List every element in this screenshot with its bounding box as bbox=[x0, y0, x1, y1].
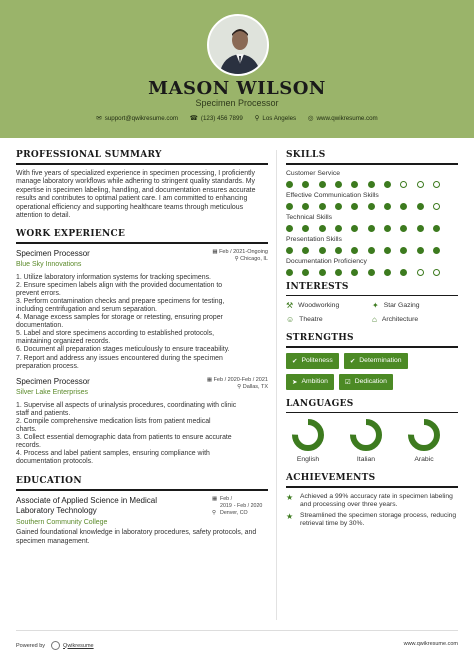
skill-item bbox=[286, 258, 458, 276]
footer-rule bbox=[16, 630, 458, 631]
list-item bbox=[286, 315, 372, 324]
rating-dot-filled bbox=[433, 247, 440, 254]
list-item: including centrifugation and serum separation. bbox=[16, 305, 157, 313]
interests-heading: INTERESTS bbox=[286, 281, 349, 292]
contact-email[interactable]: support@qwikresume.com bbox=[104, 115, 179, 122]
rating-dot-filled bbox=[335, 203, 342, 210]
rating-dot-filled bbox=[368, 203, 375, 210]
language-proficiency-ring bbox=[291, 418, 325, 452]
list-item bbox=[372, 315, 458, 324]
rating-dot-filled bbox=[368, 225, 375, 232]
rating-dot-filled bbox=[335, 181, 342, 188]
qwikresume-logo-icon bbox=[51, 641, 60, 650]
list-item bbox=[286, 301, 372, 310]
degree-title: Associate of Applied Science in Medical Laboratory Technology bbox=[16, 495, 157, 515]
contact-website[interactable]: www.qwikresume.com bbox=[316, 115, 378, 122]
skill-item bbox=[286, 214, 458, 232]
trophy-icon: ★ bbox=[286, 511, 294, 521]
list-item: 3. Perform contamination checks and prepare specimens for testing, bbox=[16, 297, 225, 305]
rating-dot-filled bbox=[286, 269, 293, 276]
rating-dot-filled bbox=[433, 225, 440, 232]
list-item: 7. Report and address any issues encountered during the specimen bbox=[16, 354, 223, 362]
column-divider bbox=[276, 150, 277, 620]
candidate-title: Specimen Processor bbox=[195, 98, 279, 108]
person-photo-icon bbox=[209, 16, 269, 76]
rating-dot-filled bbox=[351, 269, 358, 276]
list-item: preparation process. bbox=[16, 362, 79, 370]
skill-item bbox=[286, 236, 458, 254]
rating-dot-filled bbox=[319, 225, 326, 232]
list-item: staff and patients. bbox=[16, 409, 71, 417]
skill-item bbox=[286, 192, 458, 210]
check-icon: ✔ bbox=[349, 357, 356, 365]
list-item bbox=[372, 301, 458, 310]
rating-dot-filled bbox=[335, 247, 342, 254]
telescope-icon: ✦ bbox=[372, 301, 379, 310]
rating-dot-filled bbox=[400, 203, 407, 210]
rocket-icon: ➤ bbox=[292, 378, 298, 386]
rating-dot-filled bbox=[286, 225, 293, 232]
list-item: 6. Document all preparation stages meticulously to ensure traceability. bbox=[16, 346, 230, 354]
list-item: documentation protocols. bbox=[16, 458, 93, 466]
job-location: Dallas, TX bbox=[242, 383, 268, 390]
education-start-year: 2019 bbox=[220, 502, 232, 509]
job-title: Specimen Processor bbox=[16, 248, 90, 258]
strengths-list bbox=[286, 353, 458, 390]
list-item: 1. Supervise all aspects of urinalysis procedures, coordinating with clinic bbox=[16, 401, 237, 409]
job-location: Chicago, IL bbox=[240, 255, 268, 262]
rating-dot-empty bbox=[400, 181, 407, 188]
skill-name: Technical Skills bbox=[286, 213, 333, 221]
language-name: English bbox=[296, 456, 320, 463]
section-rule bbox=[16, 489, 268, 491]
company-name: Silver Lake Enterprises bbox=[16, 388, 88, 396]
left-column bbox=[16, 150, 268, 546]
rating-dot-filled bbox=[319, 247, 326, 254]
list-item: 5. Label and store specimens according to established protocols, bbox=[16, 330, 215, 338]
rating-dot-filled bbox=[368, 269, 375, 276]
school-name: Southern Community College bbox=[16, 518, 108, 526]
interest-label: Woodworking bbox=[298, 302, 340, 309]
list-item: 2. Ensure specimen labels align with the provided documentation to bbox=[16, 281, 223, 289]
rating-dot-filled bbox=[319, 181, 326, 188]
strength-tag bbox=[344, 353, 408, 369]
location-pin-icon: ⚲ bbox=[212, 509, 216, 516]
email-icon: ✉ bbox=[96, 115, 102, 122]
language-proficiency-ring bbox=[407, 418, 441, 452]
phone-icon: ☎ bbox=[189, 115, 198, 122]
job-entry bbox=[16, 249, 268, 371]
skills-list bbox=[286, 170, 458, 276]
rating-dot-filled bbox=[335, 269, 342, 276]
powered-label: Powered by bbox=[16, 642, 46, 649]
rating-dot-filled bbox=[286, 247, 293, 254]
section-rule bbox=[286, 295, 458, 297]
rating-dot-filled bbox=[351, 181, 358, 188]
achievements-heading: ACHIEVEMENTS bbox=[286, 473, 376, 483]
language-proficiency-ring bbox=[349, 418, 383, 452]
rating-dot-filled bbox=[286, 203, 293, 210]
job-entry bbox=[16, 377, 268, 467]
location-pin-icon: ⚲ bbox=[254, 115, 260, 122]
rating-dot-filled bbox=[417, 247, 424, 254]
strength-label: Determination bbox=[359, 357, 402, 364]
skill-rating bbox=[286, 203, 440, 210]
strength-label: Politeness bbox=[301, 357, 333, 364]
rating-dot-filled bbox=[302, 225, 309, 232]
location-pin-icon: ⚲ bbox=[237, 383, 243, 390]
rating-dot-filled bbox=[302, 247, 309, 254]
section-rule bbox=[16, 163, 268, 165]
skill-name: Effective Communication Skills bbox=[286, 191, 379, 199]
right-column bbox=[286, 150, 458, 528]
list-item: charts. bbox=[16, 425, 37, 433]
skill-rating bbox=[286, 269, 440, 276]
job-dates: Feb / 2021-Ongoing bbox=[219, 248, 268, 255]
check-square-icon: ☑ bbox=[344, 378, 351, 386]
interest-label: Theatre bbox=[299, 316, 323, 323]
education-end: - Feb / 2020 bbox=[233, 502, 263, 509]
thumbs-up-icon: ✔ bbox=[292, 357, 298, 365]
education-location: Denver, CO bbox=[220, 509, 248, 516]
skill-item bbox=[286, 170, 458, 188]
section-rule bbox=[16, 242, 268, 244]
language-name: Arabic bbox=[414, 456, 434, 463]
rating-dot-filled bbox=[319, 269, 326, 276]
rating-dot-filled bbox=[286, 181, 293, 188]
job-dates: Feb / 2020-Feb / 2021 bbox=[213, 376, 268, 383]
rating-dot-filled bbox=[384, 247, 391, 254]
education-heading: EDUCATION bbox=[16, 476, 82, 487]
achievement-text: Achieved a 99% accuracy rate in specimen labeling and processing over three years. bbox=[300, 492, 453, 508]
rating-dot-filled bbox=[368, 247, 375, 254]
job-duties bbox=[16, 274, 268, 371]
summary-text: With five years of specialized experience in specimen processing, I proficiently manage laboratory workflows while adhering to stringent quality standards. My expertise in specimen labeling, handling, and documentation ensures accurate results and contributes to optimal patient care. I am committed to enhancing operational efficiency and supporting healthcare teams through meticulous attention to detail. bbox=[16, 169, 256, 220]
location-pin-icon: ⚲ bbox=[234, 255, 241, 262]
rating-dot-filled bbox=[302, 269, 309, 276]
section-rule bbox=[286, 163, 458, 165]
rating-dot-filled bbox=[368, 181, 375, 188]
rating-dot-filled bbox=[335, 225, 342, 232]
contact-location: Los Angeles bbox=[262, 115, 297, 122]
skill-rating bbox=[286, 225, 440, 232]
brand-link[interactable]: Qwikresume bbox=[63, 642, 94, 649]
list-item: prevent errors. bbox=[16, 289, 61, 297]
rating-dot-empty bbox=[433, 203, 440, 210]
section-rule bbox=[286, 486, 458, 488]
interests-list bbox=[286, 301, 458, 324]
calendar-icon: ▦ bbox=[206, 376, 214, 383]
strength-label: Ambition bbox=[301, 378, 328, 385]
rating-dot-filled bbox=[302, 181, 309, 188]
powered-by bbox=[16, 641, 94, 650]
language-name: Italian bbox=[356, 456, 376, 463]
rating-dot-filled bbox=[400, 269, 407, 276]
rating-dot-filled bbox=[319, 203, 326, 210]
calendar-icon: ▦ bbox=[212, 495, 218, 502]
trophy-icon: ★ bbox=[286, 492, 294, 502]
rating-dot-filled bbox=[384, 181, 391, 188]
rating-dot-filled bbox=[351, 225, 358, 232]
rating-dot-filled bbox=[384, 269, 391, 276]
languages-list bbox=[286, 418, 446, 463]
rating-dot-filled bbox=[384, 225, 391, 232]
globe-icon: ◎ bbox=[307, 115, 314, 122]
rating-dot-empty bbox=[417, 181, 424, 188]
achievement-item bbox=[286, 493, 458, 509]
list-item: 2. Compile comprehensive medication lists from patient medical bbox=[16, 417, 211, 425]
summary-heading: PROFESSIONAL SUMMARY bbox=[16, 150, 162, 160]
rating-dot-empty bbox=[433, 269, 440, 276]
list-item: records. bbox=[16, 442, 41, 450]
section-rule bbox=[286, 412, 458, 414]
achievement-item bbox=[286, 512, 458, 528]
list-item: 4. Process and label patient samples, ensuring compliance with bbox=[16, 450, 210, 458]
strengths-heading: STRENGTHS bbox=[286, 333, 354, 343]
achievement-text: Streamlined the specimen storage process, reducing retrieval time by 30%. bbox=[300, 511, 457, 527]
avatar bbox=[207, 14, 269, 76]
rating-dot-filled bbox=[302, 203, 309, 210]
masks-icon: ☺ bbox=[286, 315, 295, 324]
list-item: documentation. bbox=[16, 322, 64, 330]
interest-label: Architecture bbox=[381, 316, 419, 323]
education-start: Feb / bbox=[220, 495, 233, 502]
languages-heading: LANGUAGES bbox=[286, 398, 354, 409]
list-item: 1. Utilize laboratory information systems for tracking specimens. bbox=[16, 273, 211, 281]
resume-header bbox=[0, 0, 474, 138]
contact-bar bbox=[0, 114, 474, 122]
skill-name: Presentation Skills bbox=[286, 235, 342, 243]
rating-dot-empty bbox=[433, 181, 440, 188]
rating-dot-filled bbox=[417, 225, 424, 232]
rating-dot-filled bbox=[351, 203, 358, 210]
footer-website[interactable]: www.qwikresume.com bbox=[403, 641, 458, 647]
rating-dot-filled bbox=[417, 203, 424, 210]
rating-dot-empty bbox=[417, 269, 424, 276]
calendar-icon: ▦ bbox=[212, 248, 220, 255]
list-item: 3. Collect essential demographic data from patients to ensure accurate bbox=[16, 434, 232, 442]
strength-tag bbox=[286, 374, 334, 390]
rating-dot-filled bbox=[400, 225, 407, 232]
skill-name: Customer Service bbox=[286, 169, 341, 177]
strength-tag bbox=[286, 353, 339, 369]
language-item bbox=[286, 418, 330, 463]
list-item: 4. Manage excess samples for storage or retesting, ensuring proper bbox=[16, 314, 223, 322]
job-title: Specimen Processor bbox=[16, 376, 90, 386]
job-duties bbox=[16, 402, 268, 467]
company-name: Blue Sky Innovations bbox=[16, 260, 82, 268]
rating-dot-filled bbox=[400, 247, 407, 254]
rating-dot-filled bbox=[384, 203, 391, 210]
skill-name: Documentation Proficiency bbox=[286, 257, 367, 265]
strength-label: Dedication bbox=[354, 378, 387, 385]
experience-heading: WORK EXPERIENCE bbox=[16, 229, 126, 240]
skills-heading: SKILLS bbox=[286, 150, 326, 160]
contact-phone[interactable]: (123) 456 7899 bbox=[200, 115, 243, 122]
building-icon: ⌂ bbox=[372, 315, 377, 324]
candidate-name: MASON WILSON bbox=[148, 78, 326, 99]
list-item: maintaining organized records. bbox=[16, 338, 111, 346]
language-item bbox=[402, 418, 446, 463]
interest-label: Star Gazing bbox=[383, 302, 420, 309]
rating-dot-filled bbox=[351, 247, 358, 254]
strength-tag bbox=[339, 374, 393, 390]
section-rule bbox=[286, 346, 458, 348]
skill-rating bbox=[286, 181, 440, 188]
language-item bbox=[344, 418, 388, 463]
education-text: Gained foundational knowledge in laboratory procedures, safety protocols, and specimen management. bbox=[16, 528, 257, 545]
hammer-icon: ⚒ bbox=[286, 301, 294, 310]
skill-rating bbox=[286, 247, 440, 254]
